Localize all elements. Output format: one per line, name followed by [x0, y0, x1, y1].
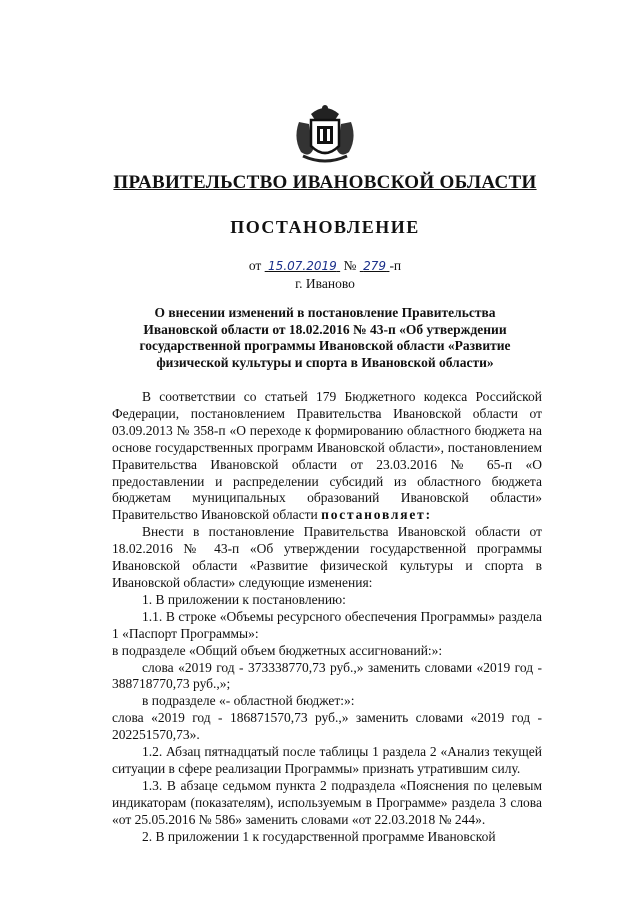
organization-name: ПРАВИТЕЛЬСТВО ИВАНОВСКОЙ ОБЛАСТИ: [113, 172, 537, 193]
paragraph: слова «2019 год - 373338770,73 руб.,» заменить словами «2019 год - 388718770,73 руб.,»;: [112, 659, 542, 692]
coat-of-arms-icon: [291, 100, 359, 168]
document-number: 279: [363, 259, 387, 273]
paragraph: Внести в постановление Правительства Ивановской области от 18.02.2016 № 43-п «Об утверждении государственной программы Ивановской области «Развитие физической культуры и спорта в Ивановской области» следующие изменения:: [112, 524, 542, 590]
number-sign: №: [343, 258, 357, 273]
paragraph: 1.1. В строке «Объемы ресурсного обеспечения Программы» раздела 1 «Паспорт Программы»:: [112, 608, 542, 641]
paragraph: 1.2. Абзац пятнадцатый после таблицы 1 раздела 2 «Анализ текущей ситуации в сфере реализации Программы» признать утратившим силу.: [112, 744, 542, 776]
paragraph: 1. В приложении к постановлению:: [142, 591, 346, 607]
city: г. Иваново: [295, 276, 355, 291]
paragraph: 2. В приложении 1 к государственной программе Ивановской: [142, 828, 496, 844]
paragraph: слова «2019 год - 186871570,73 руб.,» заменить словами «2019 год - 202251570,73».: [112, 710, 542, 743]
date-prefix: от: [248, 258, 262, 273]
document-title: О внесении изменений в постановление Правительства Ивановской области от 18.02.2016 № 43-п «Об утверждении государственной программы Ивановской области «Развитие физической культуры и спорта в Ивановской области»: [139, 305, 511, 370]
number-suffix: -п: [389, 258, 402, 273]
paragraph: в подразделе «Общий объем бюджетных ассигнований:»:: [112, 642, 443, 658]
paragraph: в подразделе «- областной бюджет:»:: [142, 693, 355, 709]
resolves-phrase: постановляет:: [321, 507, 432, 523]
preamble-paragraph: В соответствии со статьей 179 Бюджетного кодекса Российской Федерации, постановлением Правительства Ивановской области от 03.09.2013 № 358-п «О переходе к формированию областного бюджета на основе государственных программ Ивановской области», постановлением Правительства Ивановской области от 23.03.2016 № 65-п «О предоставлении и распределении субсидий из областного бюджета бюджетам муниципальных образований Ивановской области» Правительство Ивановской области постановляет:: [112, 389, 542, 523]
paragraph: 1.3. В абзаце седьмом пункта 2 подраздела «Пояснения по целевым индикаторам (показателям), используемым в Программе» раздела 3 слова «от 25.05.2016 № 586» заменить словами «от 22.03.2018 № 244».: [112, 777, 542, 827]
document-type: ПОСТАНОВЛЕНИЕ: [230, 217, 420, 237]
date-number-line: [0, 258, 640, 274]
document-body: [112, 389, 542, 845]
document-date: 15.07.2019: [268, 259, 337, 273]
